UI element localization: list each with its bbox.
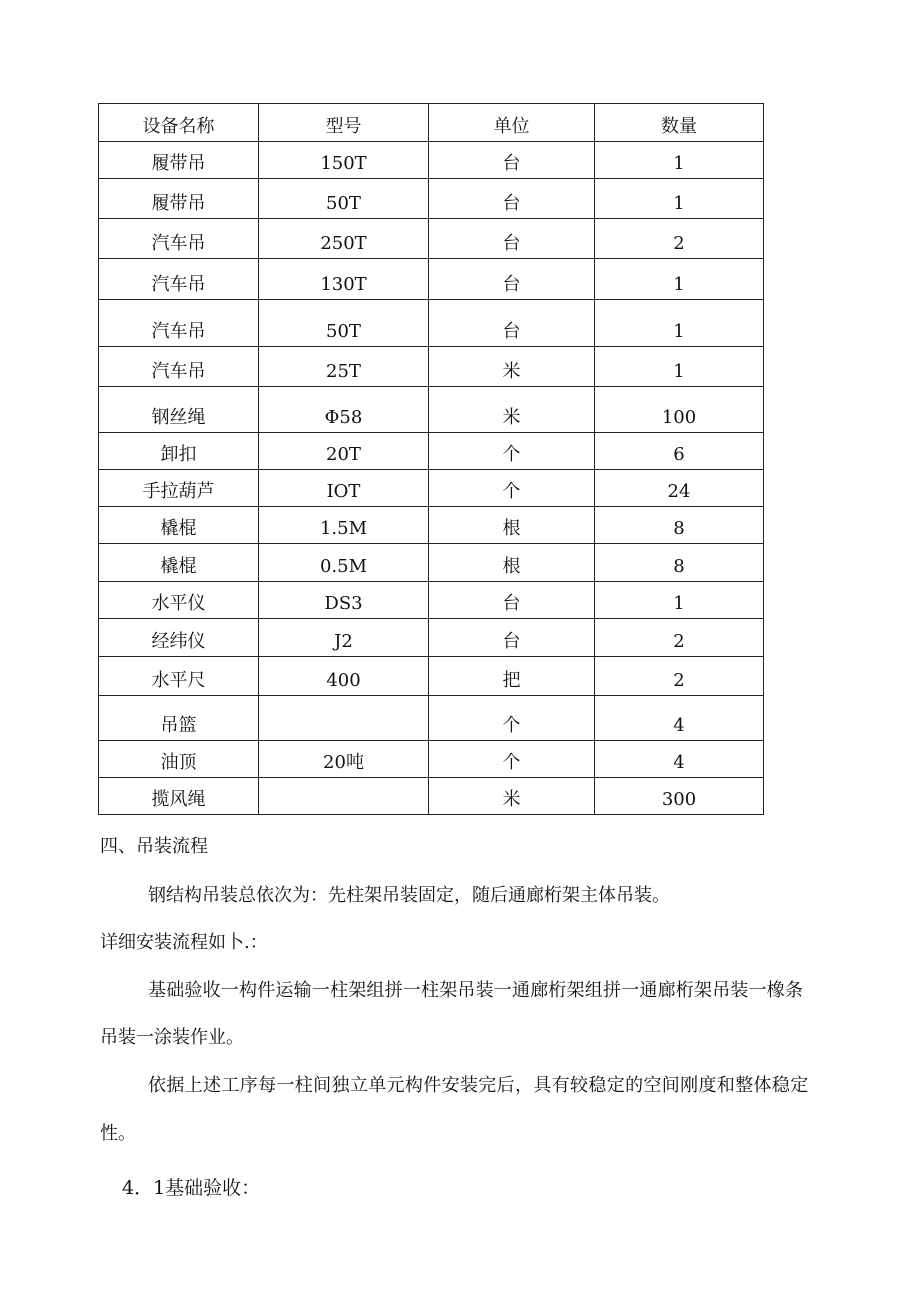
- cell-unit: 个: [429, 741, 595, 778]
- cell-name: 油顶: [99, 741, 259, 778]
- header-cell-unit: 单位: [429, 104, 595, 142]
- cell-model: IOT: [259, 470, 429, 507]
- cell-qty: 4: [595, 741, 764, 778]
- table-row: [99, 300, 764, 347]
- cell-qty: 8: [595, 507, 764, 544]
- table-row: [99, 387, 764, 433]
- cell-qty: 1: [595, 142, 764, 179]
- table-row: [99, 179, 764, 219]
- cell-model: 20T: [259, 433, 429, 470]
- cell-model: 130T: [259, 259, 429, 300]
- table-row: [99, 696, 764, 741]
- table-row: [99, 657, 764, 696]
- cell-unit: 台: [429, 259, 595, 300]
- cell-unit: 台: [429, 179, 595, 219]
- cell-qty: 1: [595, 259, 764, 300]
- table-header-row: [99, 104, 764, 142]
- cell-qty: 2: [595, 657, 764, 696]
- cell-model: 400: [259, 657, 429, 696]
- table-row: [99, 347, 764, 387]
- cell-unit: 台: [429, 582, 595, 619]
- cell-unit: 根: [429, 544, 595, 582]
- cell-name: 水平仪: [99, 582, 259, 619]
- table-row: [99, 544, 764, 582]
- cell-name: 钢丝绳: [99, 387, 259, 433]
- cell-qty: 6: [595, 433, 764, 470]
- cell-name: 吊篮: [99, 696, 259, 741]
- cell-name: 履带吊: [99, 179, 259, 219]
- cell-unit: 个: [429, 433, 595, 470]
- cell-name: 卸扣: [99, 433, 259, 470]
- cell-model: 250T: [259, 219, 429, 259]
- cell-name: 汽车吊: [99, 347, 259, 387]
- cell-unit: 个: [429, 470, 595, 507]
- subsection-heading: 4．1基础验收：: [122, 1177, 261, 1199]
- cell-name: 汽车吊: [99, 259, 259, 300]
- cell-model: Φ58: [259, 387, 429, 433]
- table-row: [99, 219, 764, 259]
- cell-name: 揽风绳: [99, 778, 259, 815]
- cell-unit: 台: [429, 219, 595, 259]
- equipment-table: [98, 103, 764, 815]
- cell-model: [259, 696, 429, 741]
- cell-model: 50T: [259, 300, 429, 347]
- cell-qty: 1: [595, 347, 764, 387]
- cell-model: 25T: [259, 347, 429, 387]
- header-cell-qty: 数量: [595, 104, 764, 142]
- paragraph-stability-line-1: 依据上述工序每一柱间独立单元构件安装完后，具有较稳定的空间刚度和整体稳定: [148, 1075, 809, 1096]
- cell-name: 手拉葫芦: [99, 470, 259, 507]
- cell-unit: 把: [429, 657, 595, 696]
- cell-qty: 8: [595, 544, 764, 582]
- cell-unit: 根: [429, 507, 595, 544]
- cell-unit: 米: [429, 347, 595, 387]
- cell-unit: 台: [429, 619, 595, 657]
- table-row: [99, 507, 764, 544]
- cell-model: J2: [259, 619, 429, 657]
- cell-model: 50T: [259, 179, 429, 219]
- header-cell-name: 设备名称: [99, 104, 259, 142]
- paragraph-process-intro: 详细安装流程如卜.：: [100, 932, 268, 953]
- paragraph-stability-line-2: 性。: [100, 1123, 136, 1144]
- cell-unit: 台: [429, 300, 595, 347]
- table-row: [99, 778, 764, 815]
- table-row: [99, 619, 764, 657]
- cell-qty: 1: [595, 300, 764, 347]
- cell-model: 1.5M: [259, 507, 429, 544]
- cell-name: 水平尺: [99, 657, 259, 696]
- cell-qty: 4: [595, 696, 764, 741]
- cell-name: 汽车吊: [99, 300, 259, 347]
- cell-name: 履带吊: [99, 142, 259, 179]
- cell-unit: 米: [429, 387, 595, 433]
- table-row: [99, 433, 764, 470]
- equipment-table-body: [99, 104, 764, 815]
- cell-unit: 台: [429, 142, 595, 179]
- cell-name: 汽车吊: [99, 219, 259, 259]
- cell-name: 经纬仪: [99, 619, 259, 657]
- cell-name: 橇棍: [99, 507, 259, 544]
- cell-qty: 2: [595, 219, 764, 259]
- table-row: [99, 259, 764, 300]
- table-row: [99, 582, 764, 619]
- cell-qty: 1: [595, 582, 764, 619]
- cell-qty: 300: [595, 778, 764, 815]
- cell-unit: 米: [429, 778, 595, 815]
- cell-model: 0.5M: [259, 544, 429, 582]
- cell-model: DS3: [259, 582, 429, 619]
- cell-qty: 24: [595, 470, 764, 507]
- table-row: [99, 741, 764, 778]
- table-row: [99, 470, 764, 507]
- paragraph-process-line-1: 基础验收一构件运输一柱架组拼一柱架吊装一通廊桁架组拼一通廊桁架吊装一橡条: [148, 980, 804, 1001]
- cell-qty: 2: [595, 619, 764, 657]
- cell-model: 20吨: [259, 741, 429, 778]
- header-cell-model: 型号: [259, 104, 429, 142]
- section-heading: 四、吊装流程: [100, 836, 208, 857]
- cell-qty: 100: [595, 387, 764, 433]
- table-row: [99, 142, 764, 179]
- cell-unit: 个: [429, 696, 595, 741]
- paragraph-lifting-order: 钢结构吊装总依次为：先柱架吊装固定，随后通廊桁架主体吊装。: [148, 885, 670, 906]
- cell-qty: 1: [595, 179, 764, 219]
- cell-model: [259, 778, 429, 815]
- cell-model: 150T: [259, 142, 429, 179]
- cell-name: 橇棍: [99, 544, 259, 582]
- paragraph-process-line-2: 吊装一涂装作业。: [100, 1027, 244, 1048]
